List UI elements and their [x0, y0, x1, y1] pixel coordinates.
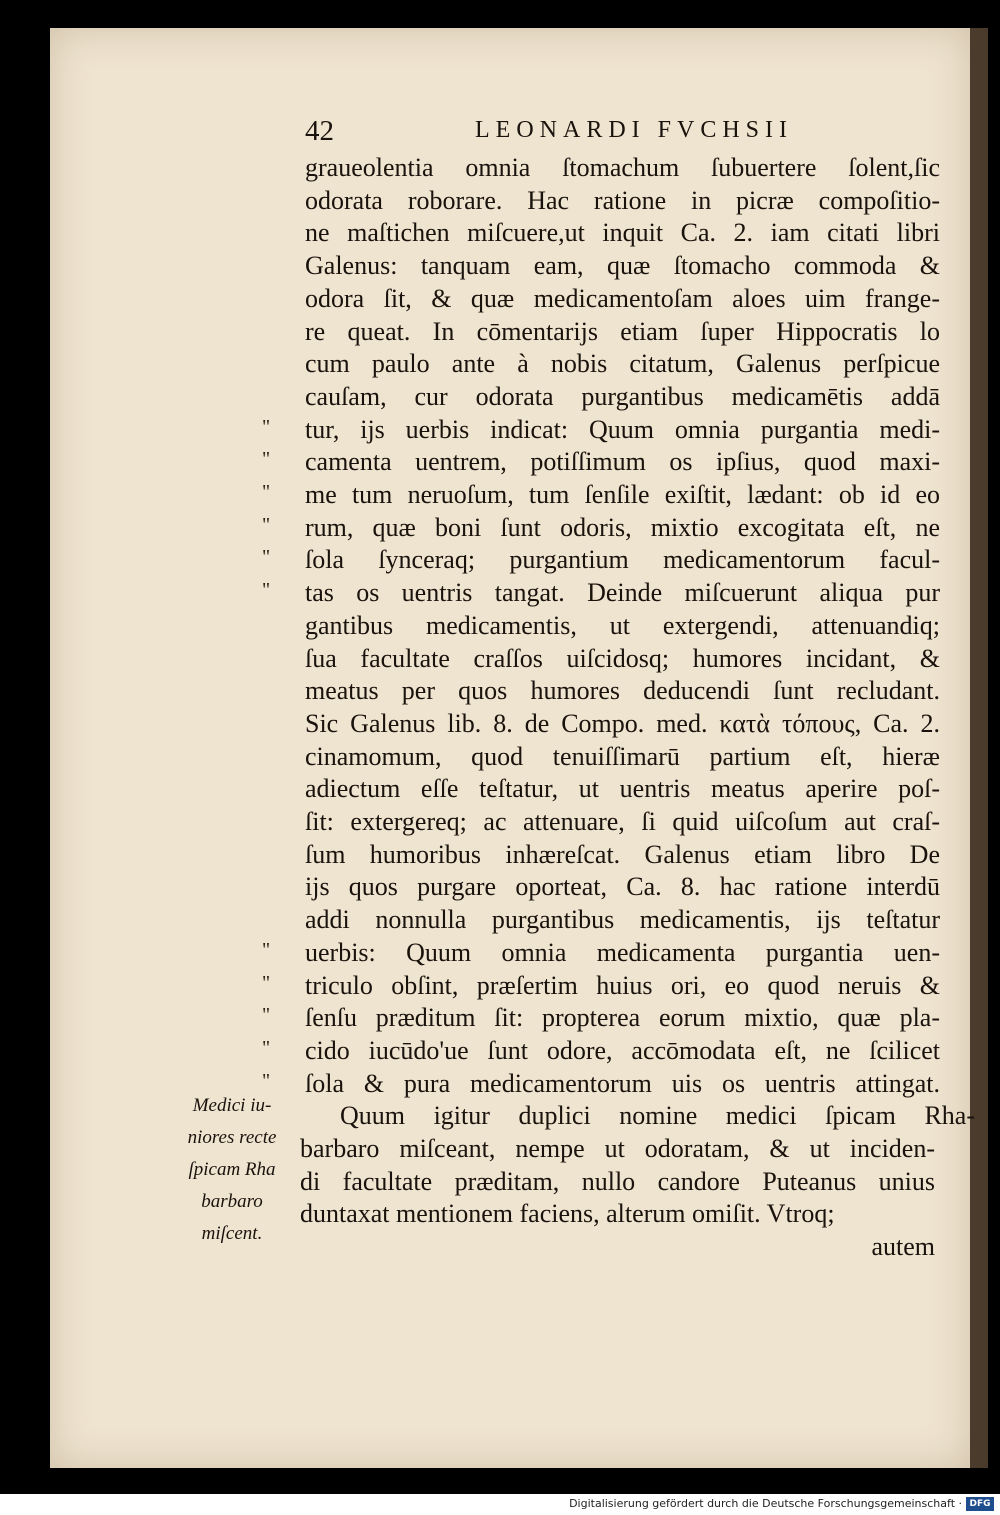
body-line: odora ſit, & quæ medicamentoſam aloes uim frange- — [305, 283, 940, 313]
body-line: Quum igitur duplici nomine medici ſpicam Rha- — [340, 1101, 975, 1131]
body-line: Galenus: tanquam eam, quæ ſtomacho commoda & — [305, 251, 940, 281]
dfg-logo: DFG — [966, 1497, 994, 1511]
body-line: rum, quæ boni ſunt odoris, mixtio excogitata eſt, ne — [305, 512, 940, 542]
body-line: me tum neruoſum, tum ſenſile exiſtit, lædant: ob id eo — [305, 480, 940, 509]
body-line: barbaro miſceant, nempe ut odoratam, & ut inciden- — [300, 1134, 935, 1163]
body-line: graueolentia omnia ſtomachum ſubuertere ſolent,ſic — [305, 153, 940, 182]
quotation-mark: " — [262, 938, 272, 961]
body-line: ſua facultate craſſos uiſcidosq; humores incidant, & — [305, 643, 940, 673]
body-line: re queat. In cōmentarijs etiam ſuper Hippocratis lo — [305, 316, 940, 346]
body-line: cido iucūdo'ue ſunt odore, accōmodata eſt, ne ſcilicet — [305, 1035, 940, 1065]
body-line: cinamomum, quod tenuiſſimarū partium eſt, hieræ — [305, 741, 940, 771]
body-line: ſola & pura medicamentorum uis os uentris attingat. — [305, 1068, 940, 1098]
body-line: gantibus medicamentis, ut extergendi, attenuandiq; — [305, 610, 940, 640]
quotation-mark: " — [262, 448, 272, 471]
margin-note-line: ſpicam Rha — [188, 1159, 276, 1180]
body-line: adiectum eſſe teſtatur, ut uentris meatus aperire poſ- — [305, 774, 940, 804]
body-line: triculo obſint, præſertim huius ori, eo quod neruis & — [305, 970, 940, 1000]
body-line: di facultate præditam, nullo candore Puteanus unius — [300, 1166, 935, 1196]
body-line: ijs quos purgare oporteat, Ca. 8. hac ratione interdū — [305, 872, 940, 902]
quotation-mark: " — [262, 579, 272, 602]
running-head: LEONARDI FVCHSII — [475, 117, 793, 143]
quotation-mark: " — [262, 971, 272, 994]
margin-note-line: barbaro — [201, 1191, 263, 1212]
funding-credit: Digitalisierung gefördert durch die Deutsche Forschungsgemeinschaft · — [569, 1497, 962, 1510]
body-line: ſenſu præditum ſit: propterea eorum mixtio, quæ pla- — [305, 1003, 940, 1033]
body-line: duntaxat mentionem faciens, alterum omiſit. Vtroq; — [300, 1199, 835, 1229]
body-line: cauſam, cur odorata purgantibus medicamētis addā — [305, 381, 940, 411]
body-line: addi nonnulla purgantibus medicamentis, ijs teſtatur — [305, 905, 940, 935]
body-line: autem — [871, 1232, 935, 1262]
body-line: camenta uentrem, potiſſimum os ipſius, quod maxi- — [305, 447, 940, 477]
body-line: cum paulo ante à nobis citatum, Galenus perſpicue — [305, 349, 940, 379]
body-line: ſola ſynceraq; purgantium medicamentorum facul- — [305, 545, 940, 575]
quotation-mark: " — [262, 1004, 272, 1027]
body-line: ſit: extergereq; ac attenuare, ſi quid uiſcoſum aut craſ- — [305, 807, 940, 836]
body-line: tas os uentris tangat. Deinde miſcuerunt aliqua pur — [305, 578, 940, 608]
margin-note-line: niores recte — [187, 1127, 277, 1148]
page-number: 42 — [305, 115, 334, 147]
quotation-mark: " — [262, 1069, 272, 1092]
margin-note-line: miſcent. — [201, 1223, 263, 1244]
quotation-mark: " — [262, 513, 272, 536]
body-line: odorata roborare. Hac ratione in picræ compoſitio- — [305, 185, 940, 215]
body-line: meatus per quos humores deducendi ſunt recludant. — [305, 676, 940, 706]
body-line: ne maſtichen miſcuere,ut inquit Ca. 2. iam citati libri — [305, 218, 940, 248]
body-line: ſum humoribus inhæreſcat. Galenus etiam libro De — [305, 839, 940, 869]
body-line: tur, ijs uerbis indicat: Quum omnia purgantia medi- — [305, 414, 940, 444]
quotation-mark: " — [262, 481, 272, 503]
page-header — [305, 115, 825, 151]
body-line: Sic Galenus lib. 8. de Compo. med. κατὰ τόπους, Ca. 2. — [305, 708, 940, 738]
quotation-mark: " — [262, 1036, 272, 1059]
margin-note — [172, 1090, 292, 1250]
quotation-mark: " — [262, 415, 272, 438]
quotation-mark: " — [262, 546, 272, 569]
margin-note-line: Medici iu- — [192, 1095, 272, 1116]
page-edge — [970, 28, 988, 1468]
body-line: uerbis: Quum omnia medicamenta purgantia uen- — [305, 937, 940, 967]
